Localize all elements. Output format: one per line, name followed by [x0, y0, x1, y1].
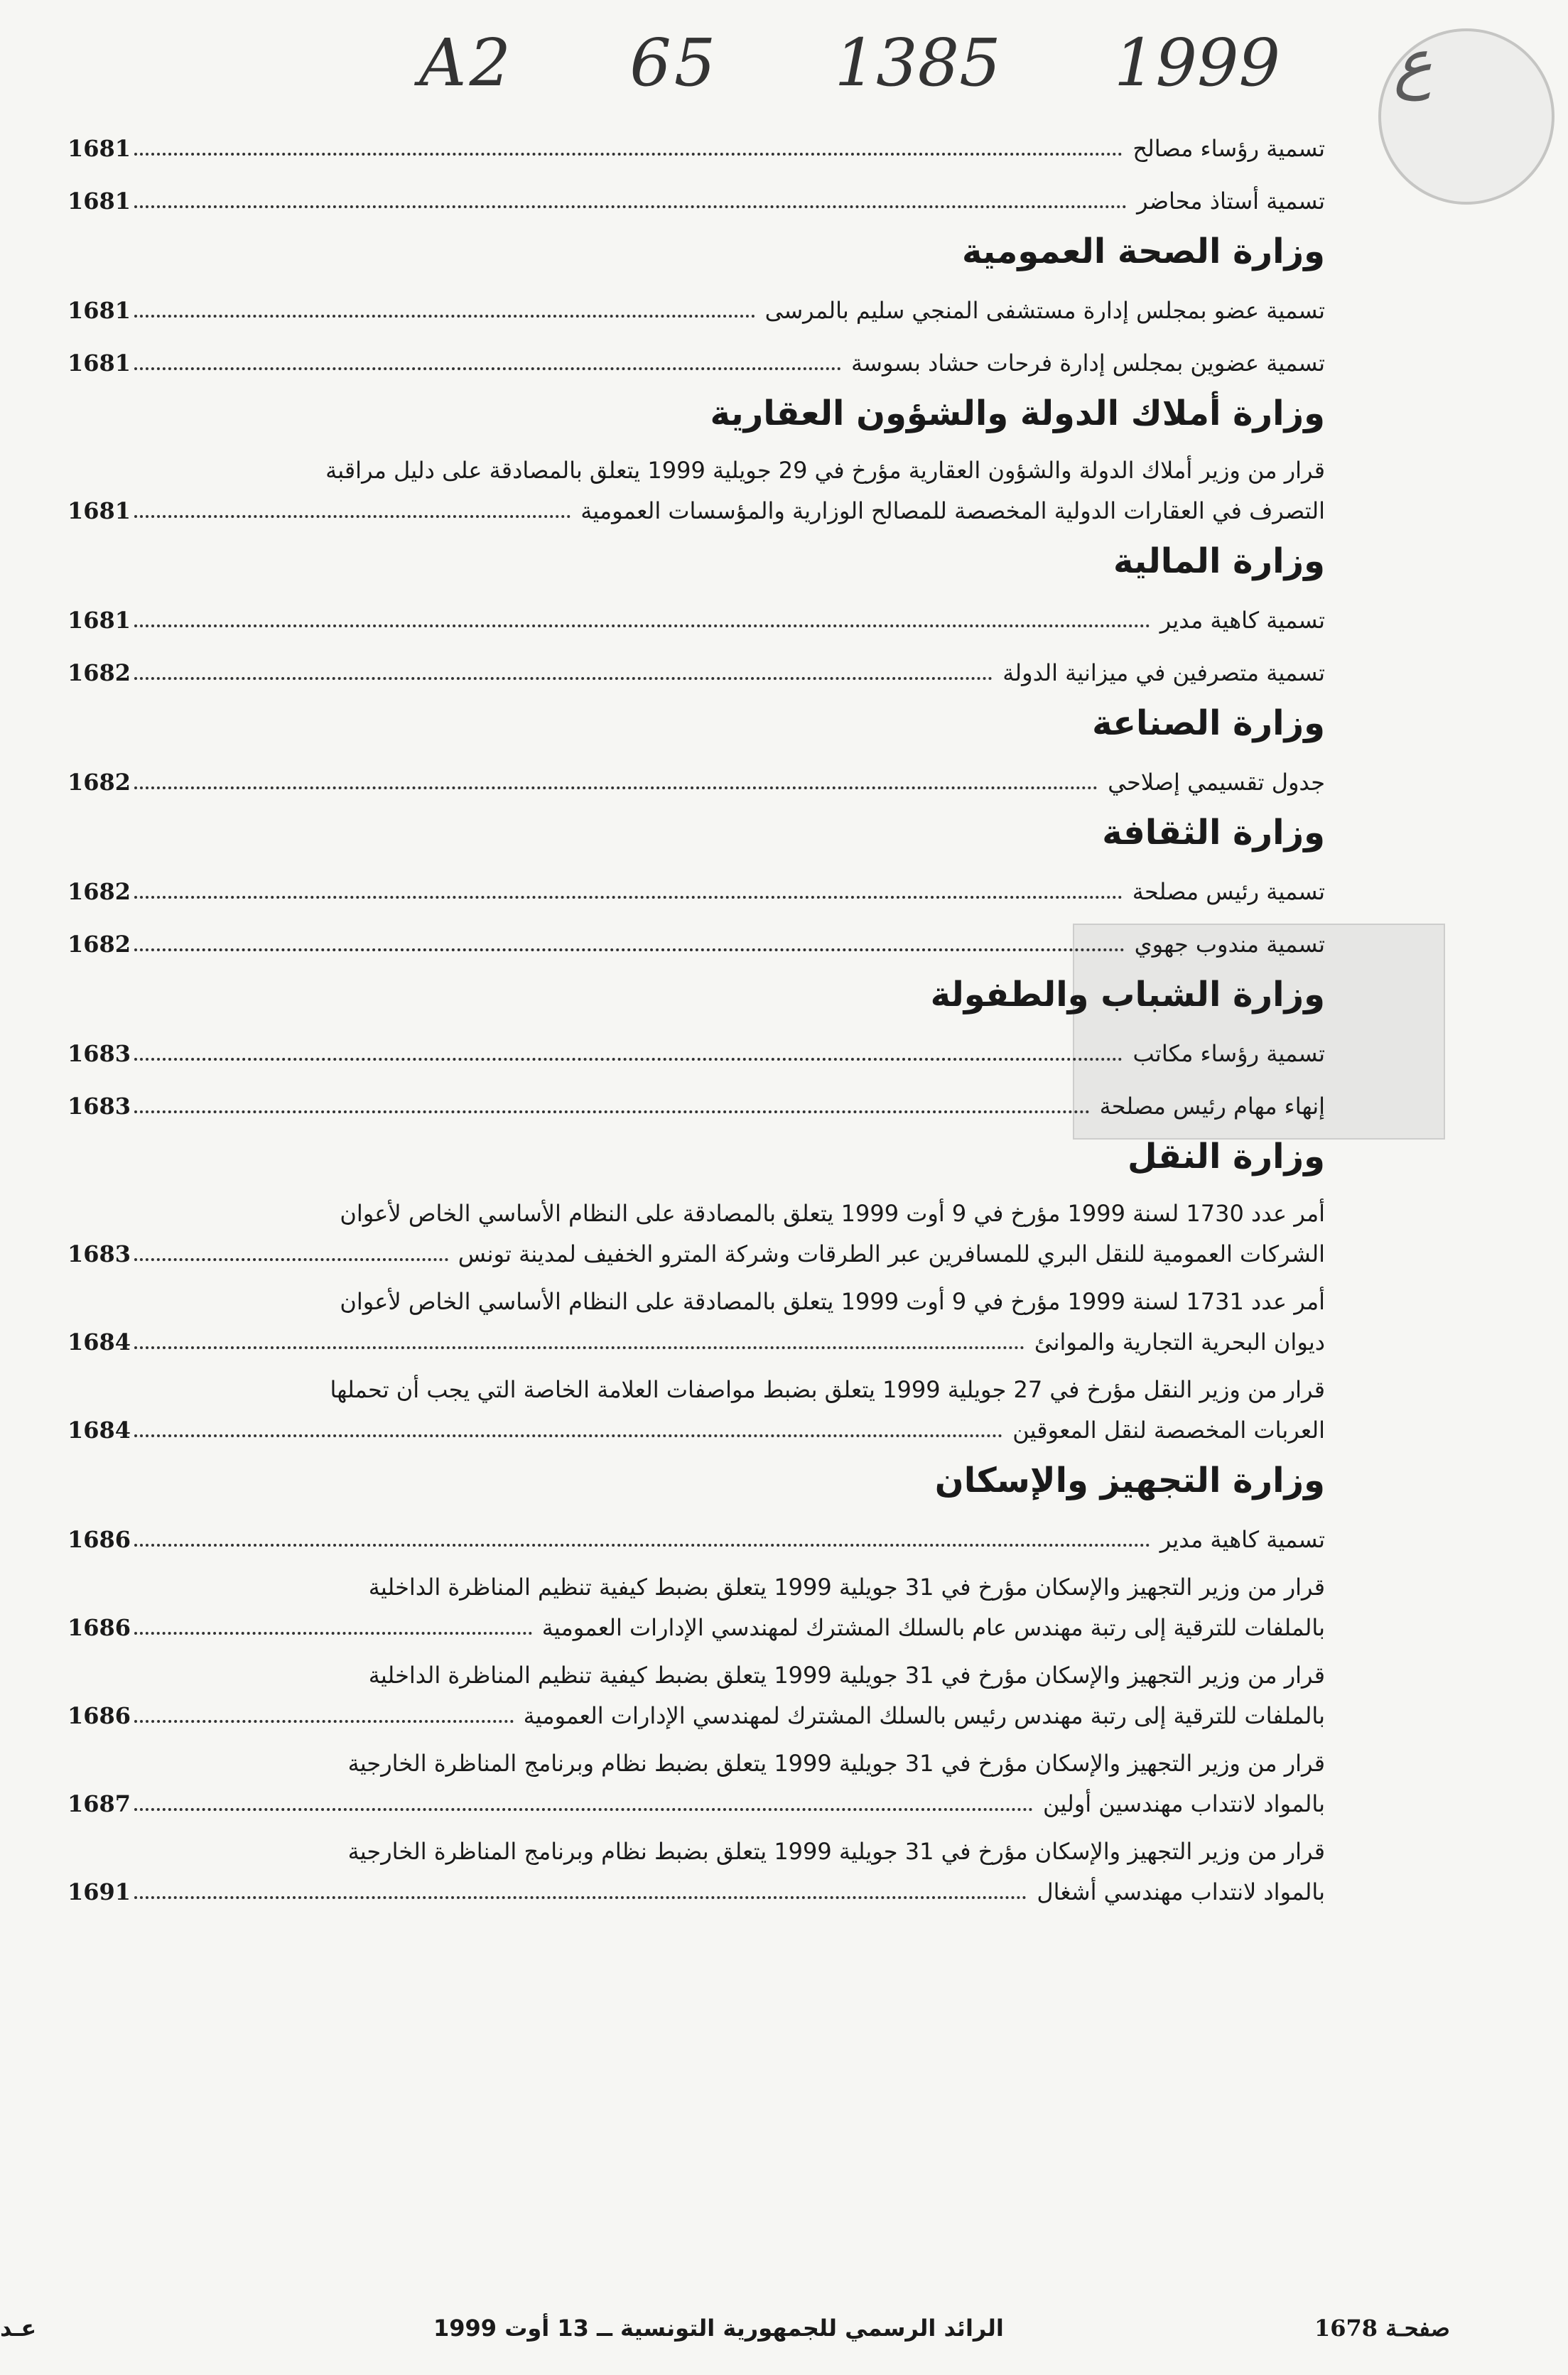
dot-leader	[134, 786, 1098, 789]
toc-page-number: 1681	[67, 297, 131, 324]
toc-page-number: 1686	[67, 1702, 131, 1729]
toc-entry-title: الشركات العمومية للنقل البري للمسافرين عبر الطرقات وشركة المترو الخفيف لمدينة تونس	[458, 1240, 1325, 1267]
toc-entry	[67, 1093, 1325, 1120]
toc-entry	[67, 659, 1325, 686]
footer-journal-title: الرائد الرسمي للجمهورية التونسية ــ 13 أوت 1999	[433, 2315, 1004, 2342]
dot-leader	[134, 315, 755, 318]
toc-entry	[67, 1526, 1325, 1553]
handwritten-year: 1999	[1113, 25, 1281, 101]
dot-leader	[134, 153, 1123, 156]
ministry-heading: وزارة أملاك الدولة والشؤون العقارية	[710, 394, 1325, 433]
ministry-heading: وزارة الصحة العمومية	[961, 232, 1325, 271]
handwritten-number: 65	[629, 25, 719, 101]
toc-entry-title: تسمية كاهية مدير	[1159, 607, 1325, 634]
table-of-contents	[67, 135, 1325, 1905]
dot-leader	[134, 624, 1150, 627]
toc-page-number: 1691	[67, 1878, 131, 1905]
toc-page-number: 1686	[67, 1526, 131, 1553]
toc-entry-title: تسمية رؤساء مصالح	[1132, 135, 1325, 162]
dot-leader	[134, 1434, 1002, 1437]
toc-page-number: 1683	[67, 1093, 131, 1120]
dot-leader	[134, 1720, 514, 1723]
ministry-heading: وزارة التجهيز والإسكان	[934, 1461, 1325, 1500]
toc-entry-title: تسمية أستاذ محاضر	[1137, 188, 1325, 215]
dot-leader	[134, 1110, 1090, 1113]
entry-text-line: قرار من وزير النقل مؤرخ في 27 جويلية 1999 يتعلق بضبط مواصفات العلامة الخاصة التي يجب أن تحملها	[330, 1376, 1325, 1403]
toc-entry	[67, 297, 1325, 324]
toc-entry-title: جدول تقسيمي إصلاحي	[1108, 769, 1325, 796]
toc-entry-title: بالملفات للترقية إلى رتبة مهندس عام بالسلك المشترك لمهندسي الإدارات العمومية	[541, 1614, 1325, 1641]
toc-entry-title: تسمية متصرفين في ميزانية الدولة	[1002, 659, 1325, 686]
toc-entry	[67, 135, 1325, 162]
dot-leader	[134, 896, 1123, 899]
toc-page-number: 1682	[67, 769, 131, 796]
toc-entry-title: بالمواد لانتداب مهندسي أشغال	[1037, 1878, 1325, 1905]
toc-entry	[67, 497, 1325, 524]
toc-entry-title: بالمواد لانتداب مهندسين أولين	[1043, 1790, 1325, 1817]
ministry-heading: وزارة الشباب والطفولة	[930, 975, 1325, 1015]
toc-entry	[67, 1040, 1325, 1067]
entry-text-line: قرار من وزير التجهيز والإسكان مؤرخ في 31 جويلية 1999 يتعلق بضبط كيفية تنظيم المناظرة الداخلية	[368, 1662, 1325, 1689]
faded-stamp	[1378, 28, 1555, 205]
entry-text-line: قرار من وزير التجهيز والإسكان مؤرخ في 31 جويلية 1999 يتعلق بضبط نظام وبرنامج المناظرة الخارجية	[347, 1750, 1325, 1777]
dot-leader	[134, 1258, 448, 1261]
toc-entry	[67, 607, 1325, 634]
dot-leader	[134, 1346, 1024, 1349]
toc-page-number: 1684	[67, 1329, 131, 1356]
toc-entry-title: تسمية عضو بمجلس إدارة مستشفى المنجي سليم بالمرسى	[764, 297, 1325, 324]
dot-leader	[134, 1058, 1123, 1061]
dot-leader	[134, 1808, 1033, 1811]
toc-page-number: 1681	[67, 607, 131, 634]
toc-page-number: 1687	[67, 1790, 131, 1817]
page-footer	[0, 2315, 1568, 2357]
toc-page-number: 1681	[67, 135, 131, 162]
toc-entry	[67, 1329, 1325, 1356]
handwritten-annotation	[419, 25, 1525, 101]
toc-entry-title: التصرف في العقارات الدولية المخصصة للمصالح الوزارية والمؤسسات العمومية	[580, 497, 1325, 524]
entry-text-line: قرار من وزير التجهيز والإسكان مؤرخ في 31 جويلية 1999 يتعلق بضبط كيفية تنظيم المناظرة الداخلية	[368, 1574, 1325, 1601]
toc-entry-title: ديوان البحرية التجارية والموانئ	[1034, 1329, 1325, 1356]
dot-leader	[134, 515, 571, 518]
entry-text-line: أمر عدد 1730 لسنة 1999 مؤرخ في 9 أوت 1999 يتعلق بالمصادقة على النظام الأساسي الخاص لأعوان	[340, 1200, 1325, 1227]
footer-page-number: صفحـة 1678	[1314, 2315, 1450, 2342]
toc-entry	[67, 878, 1325, 905]
toc-entry-title: تسمية مندوب جهوي	[1134, 931, 1325, 958]
dot-leader	[134, 205, 1127, 208]
ministry-heading: وزارة الثقافة	[1102, 813, 1325, 853]
toc-entry	[67, 350, 1325, 377]
toc-page-number: 1681	[67, 497, 131, 524]
footer-edge-text: عـد	[0, 2315, 37, 2342]
toc-page-number: 1681	[67, 350, 131, 377]
toc-page-number: 1681	[67, 188, 131, 215]
dot-leader	[134, 948, 1125, 951]
ministry-heading: وزارة الصناعة	[1092, 703, 1325, 743]
toc-page-number: 1683	[67, 1040, 131, 1067]
toc-entry	[67, 1702, 1325, 1729]
toc-page-number: 1682	[67, 931, 131, 958]
dot-leader	[134, 1896, 1027, 1899]
entry-text-line: قرار من وزير التجهيز والإسكان مؤرخ في 31 جويلية 1999 يتعلق بضبط نظام وبرنامج المناظرة الخارجية	[347, 1838, 1325, 1865]
toc-entry	[67, 1240, 1325, 1267]
toc-entry-title: إنهاء مهام رئيس مصلحة	[1099, 1093, 1325, 1120]
toc-page-number: 1683	[67, 1240, 131, 1267]
entry-text-line: قرار من وزير أملاك الدولة والشؤون العقارية مؤرخ في 29 جويلية 1999 يتعلق بالمصادقة على دليل مراقبة	[325, 457, 1325, 484]
toc-entry	[67, 1878, 1325, 1905]
toc-page-number: 1682	[67, 659, 131, 686]
toc-entry-title: تسمية كاهية مدير	[1159, 1526, 1325, 1553]
toc-page-number: 1682	[67, 878, 131, 905]
toc-entry-title: تسمية رئيس مصلحة	[1132, 878, 1325, 905]
dot-leader	[134, 1632, 532, 1635]
dot-leader	[134, 367, 841, 370]
toc-page-number: 1686	[67, 1614, 131, 1641]
dot-leader	[134, 677, 993, 680]
toc-entry	[67, 1790, 1325, 1817]
toc-entry	[67, 931, 1325, 958]
toc-entry	[67, 1614, 1325, 1641]
dot-leader	[134, 1544, 1150, 1547]
handwritten-letter: ع	[1393, 25, 1433, 101]
ministry-heading: وزارة النقل	[1127, 1137, 1325, 1176]
toc-entry-title: العربات المخصصة لنقل المعوقين	[1012, 1417, 1325, 1444]
toc-entry-title: تسمية عضوين بمجلس إدارة فرحات حشاد بسوسة	[850, 350, 1325, 377]
toc-page-number: 1684	[67, 1417, 131, 1444]
toc-entry-title: بالملفات للترقية إلى رتبة مهندس رئيس بالسلك المشترك لمهندسي الإدارات العمومية	[523, 1702, 1325, 1729]
entry-text-line: أمر عدد 1731 لسنة 1999 مؤرخ في 9 أوت 1999 يتعلق بالمصادقة على النظام الأساسي الخاص لأعوان	[340, 1288, 1325, 1315]
toc-entry	[67, 1417, 1325, 1444]
handwritten-page: 1385	[834, 25, 1001, 101]
ministry-heading: وزارة المالية	[1113, 541, 1325, 581]
handwritten-code: A2	[419, 25, 514, 101]
toc-entry	[67, 188, 1325, 215]
toc-entry-title: تسمية رؤساء مكاتب	[1132, 1040, 1325, 1067]
toc-entry	[67, 769, 1325, 796]
